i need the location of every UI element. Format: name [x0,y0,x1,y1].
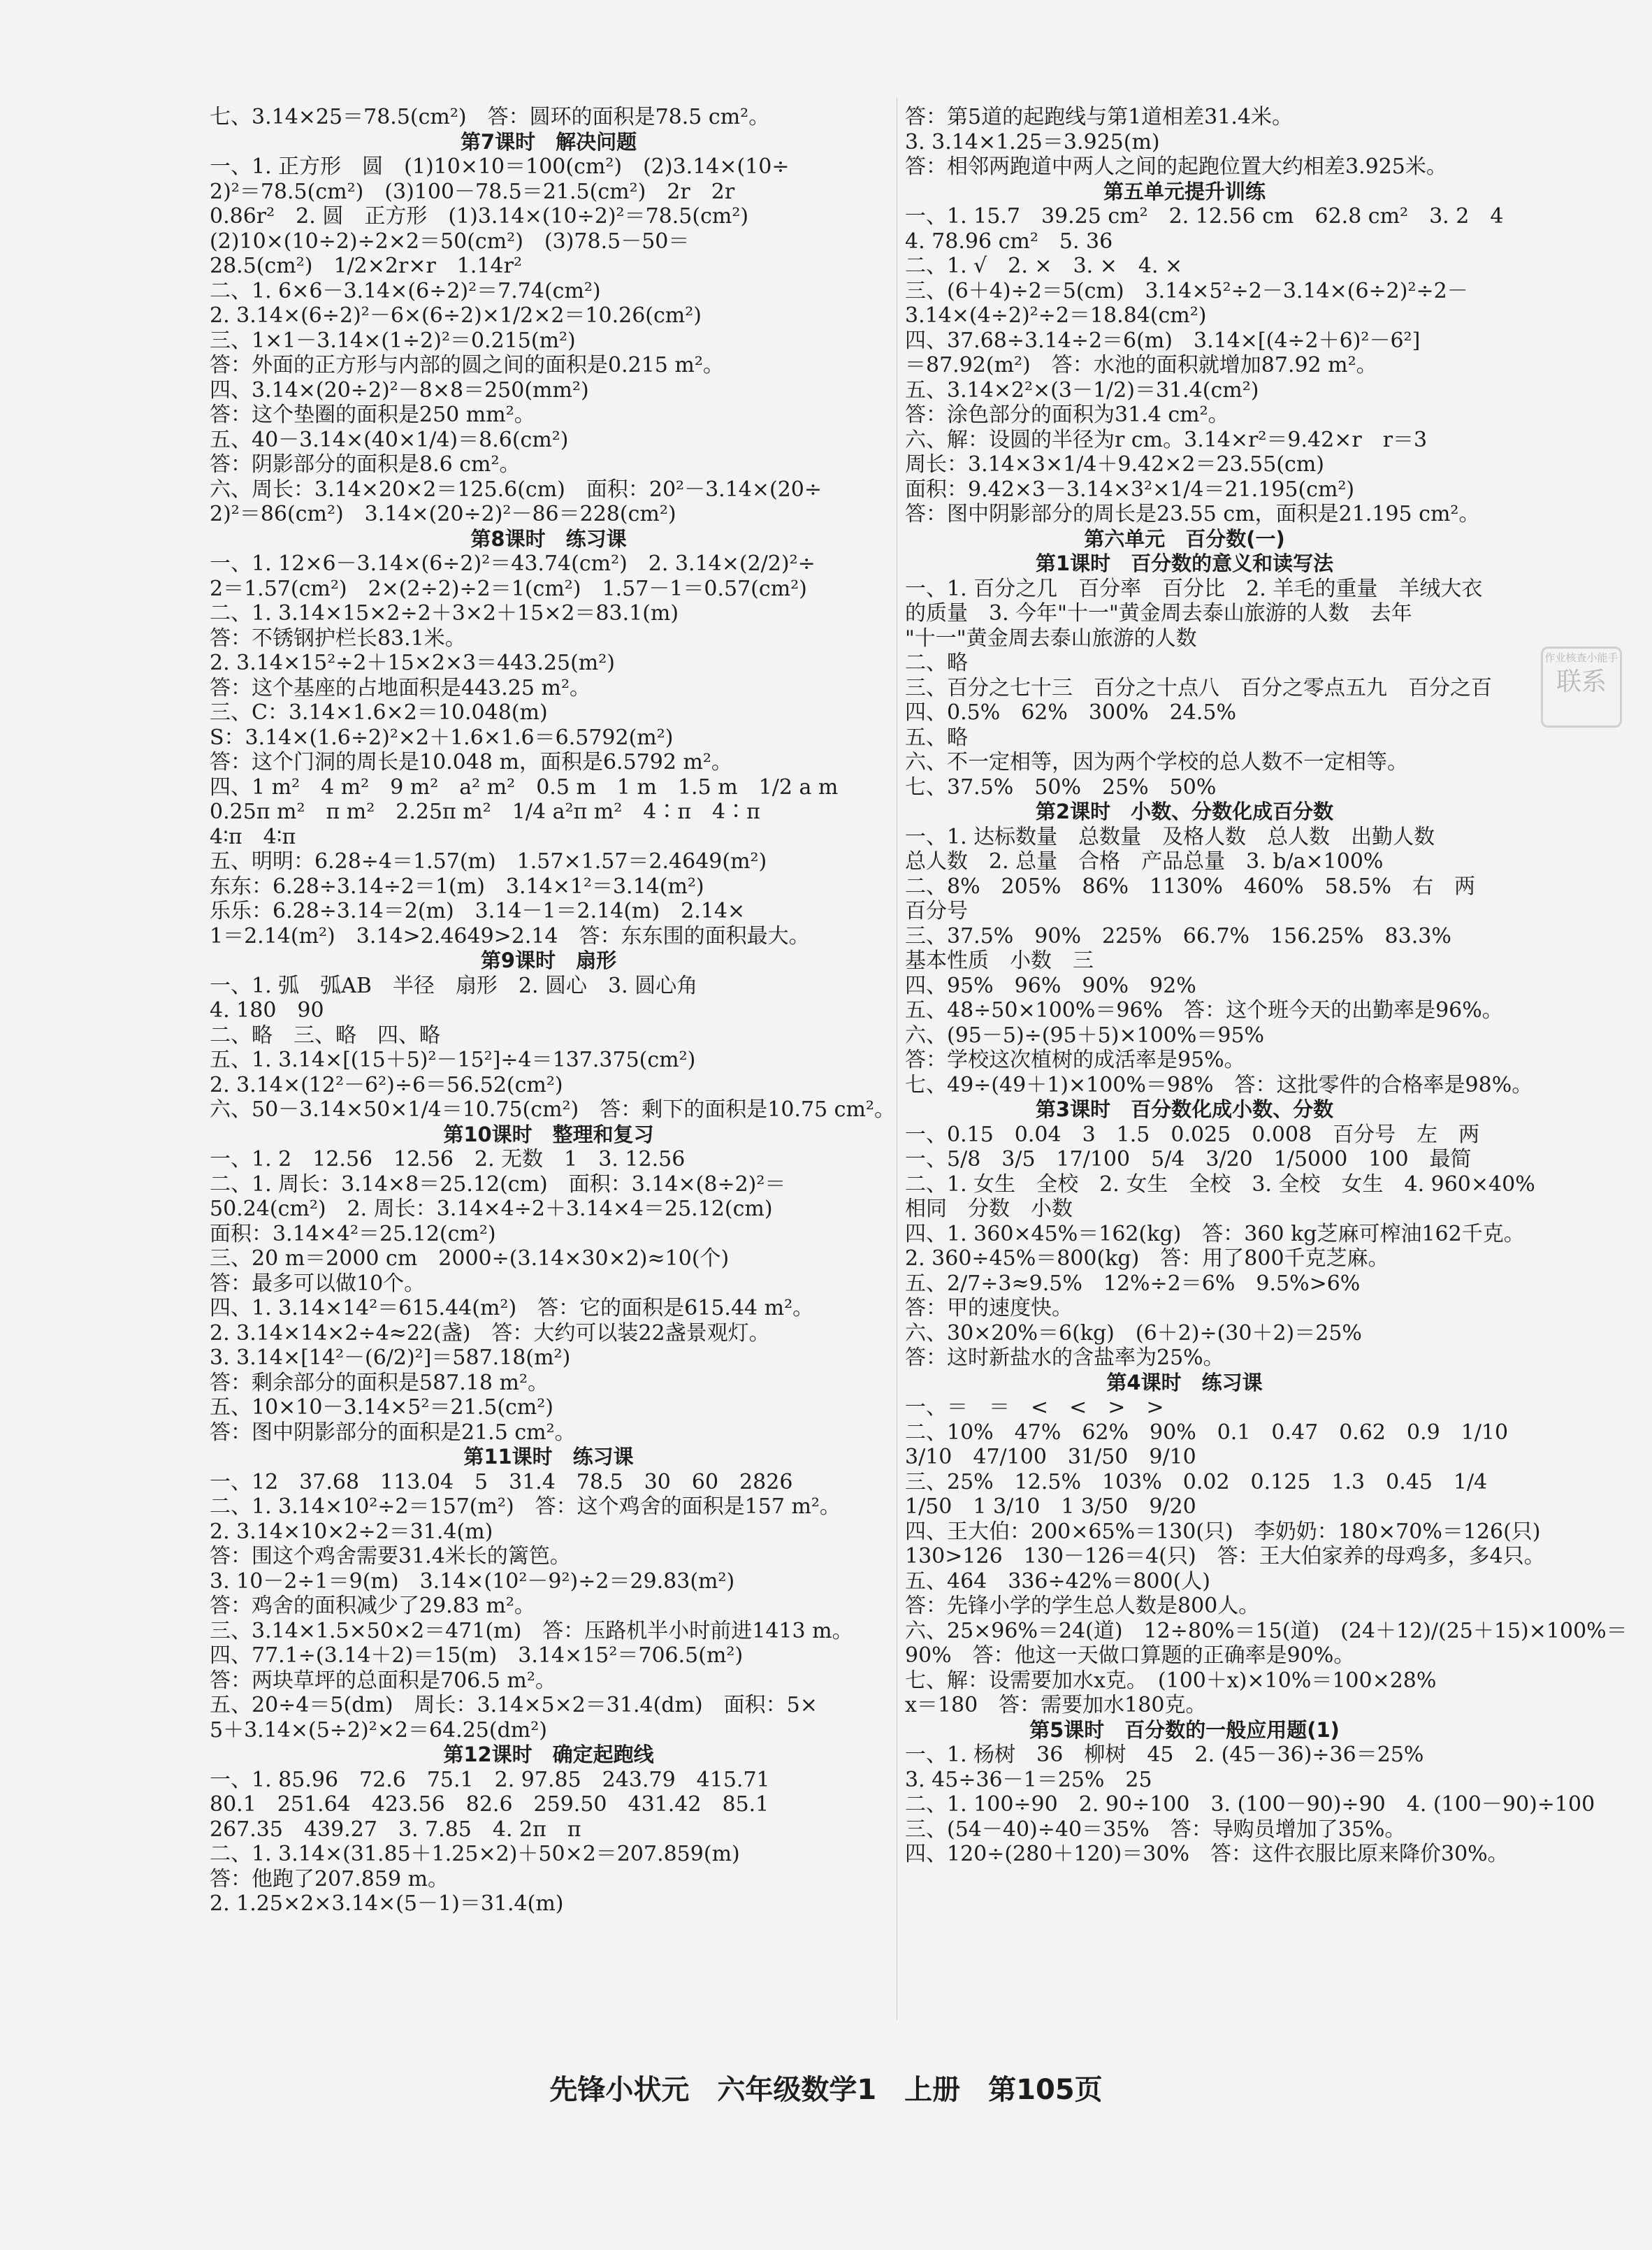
answer-line: 三、1×1－3.14×(1÷2)²＝0.215(m²) [210,328,576,353]
answer-line: 一、＝ ＝ < < > > [905,1395,1164,1420]
answer-line: 二、1. √ 2. × 3. × 4. × [905,254,1183,278]
answer-line: 5＋3.14×(5÷2)²×2＝64.25(dm²) [210,1717,547,1743]
answer-line: 二、略 [905,651,968,675]
answer-line: 四、1. 360×45%＝162(kg) 答：360 kg芝麻可榨油162千克。 [905,1221,1525,1246]
answer-line: 五、1. 3.14×[(15＋5)²－15²]÷4＝137.375(cm²) [210,1048,696,1072]
answer-line: 二、1. 100÷90 2. 90÷100 3. (100－90)÷90 4. (100－90)÷100 [905,1792,1595,1817]
answer-line: 二、1. 周长：3.14×8＝25.12(cm) 面积：3.14×(8÷2)²＝ [210,1171,786,1197]
answer-line: 一、1. 2 12.56 12.56 2. 无数 1 3. 12.56 [210,1147,686,1171]
answer-line: 五、2/7÷3≈9.5% 12%÷2＝6% 9.5%>6% [905,1271,1361,1296]
answer-line: 四、120÷(280＋120)＝30% 答：这件衣服比原来降价30%。 [905,1842,1509,1866]
answer-line: 2. 3.14×14×2÷4≈22(盏) 答：大约可以装22盏景观灯。 [210,1320,770,1346]
answer-line: 28.5(cm²) 1/2×2r×r 1.14r² [210,254,522,278]
answer-line: 三、(6＋4)÷2＝5(cm) 3.14×5²÷2－3.14×(6÷2)²÷2－ [905,278,1468,303]
answer-line: 答：这个基座的占地面积是443.25 m²。 [210,675,590,700]
answer-line: 周长：3.14×3×1/4＋9.42×2＝23.55(cm) [905,452,1324,477]
answer-line: 五、40－3.14×(40×1/4)＝8.6(cm²) [210,427,569,452]
answer-line: 1＝2.14(m²) 3.14>2.4649>2.14 答：东东围的面积最大。 [210,923,810,949]
answer-line: 七、37.5% 50% 25% 50% [905,774,1217,800]
answer-line: 267.35 439.27 3. 7.85 4. 2π π [210,1817,581,1842]
answer-line: 80.1 251.64 423.56 82.6 259.50 431.42 85.1 [210,1792,769,1817]
answer-line: 六、(95－5)÷(95＋5)×100%＝95% [905,1023,1265,1048]
answer-line: 2＝1.57(cm²) 2×(2÷2)÷2＝1(cm²) 1.57－1＝0.57(cm²) [210,576,807,601]
answer-line: 答：这时新盐水的含盐率为25%。 [905,1346,1224,1370]
answer-line: (2)10×(10÷2)÷2×2＝50(cm²) (3)78.5－50＝ [210,229,690,254]
answer-line: 3. 45÷36－1＝25% 25 [905,1767,1152,1792]
answer-line: 2. 3.14×10×2÷2＝31.4(m) [210,1519,493,1544]
answer-line: 三、25% 12.5% 103% 0.02 0.125 1.3 0.45 1/4 [905,1469,1488,1494]
answer-line: 答：涂色部分的面积为31.4 cm²。 [905,403,1229,427]
answer-line: 一、1. 弧 弧AB 半径 扇形 2. 圆心 3. 圆心角 [210,973,698,998]
answer-line: 五、10×10－3.14×5²＝21.5(cm²) [210,1395,554,1420]
answer-line: 4. 78.96 cm² 5. 36 [905,229,1113,254]
answer-line: 一、1. 85.96 72.6 75.1 2. 97.85 243.79 415.71 [210,1767,770,1792]
answer-line: 答：图中阴影部分的周长是23.55 cm，面积是21.195 cm²。 [905,502,1480,526]
answer-line: 0.86r² 2. 圆 正方形 (1)3.14×(10÷2)²＝78.5(cm²) [210,204,749,229]
answer-line: 3/10 47/100 31/50 9/10 [905,1445,1196,1469]
answer-line: 六、不一定相等，因为两个学校的总人数不一定相等。 [905,750,1408,774]
answer-line: 七、49÷(49＋1)×100%＝98% 答：这批零件的合格率是98%。 [905,1072,1533,1097]
answer-line: 答：相邻两跑道中两人之间的起跑位置大约相差3.925米。 [905,154,1447,179]
answer-line: 答：两块草坪的总面积是706.5 m²。 [210,1668,556,1693]
answer-line: 90% 答：他这一天做口算题的正确率是90%。 [905,1643,1355,1668]
answer-line: 4∶π 4∶π [210,824,296,849]
answer-line: 答：甲的速度快。 [905,1296,1073,1320]
answer-line: 乐乐：6.28÷3.14＝2(m) 3.14－1＝2.14(m) 2.14× [210,899,746,923]
answer-line: 二、1. 3.14×15×2÷2＋3×2＋15×2＝83.1(m) [210,601,679,626]
answer-line: 一、1. 百分之几 百分率 百分比 2. 羊毛的重量 羊绒大衣 [905,576,1483,601]
answer-line: x＝180 答：需要加水180克。 [905,1693,1207,1717]
section-heading: 第5课时 百分数的一般应用题(1) [1029,1717,1340,1742]
answer-line: 相同 分数 小数 [905,1197,1073,1221]
stamp-label: 作业核查小能手 [1544,651,1618,664]
answer-line: 2)²＝86(cm²) 3.14×(20÷2)²－86＝228(cm²) [210,502,676,526]
answer-line: 答：先锋小学的学生总人数是800人。 [905,1594,1260,1618]
section-heading: 第1课时 百分数的意义和读写法 [1035,551,1334,575]
answer-line: 答：围这个鸡舍需要31.4米长的篱笆。 [210,1544,571,1568]
answer-line: 1/50 1 3/10 1 3/50 9/20 [905,1494,1196,1519]
answer-line: 一、1. 15.7 39.25 cm² 2. 12.56 cm 62.8 cm² 3. 2 4 [905,204,1504,229]
answer-line: 面积：3.14×4²＝25.12(cm²) [210,1221,496,1246]
answer-line: 三、(54－40)÷40＝35% 答：导购员增加了35%。 [905,1817,1406,1842]
answer-line: 二、10% 47% 62% 90% 0.1 0.47 0.62 0.9 1/10 [905,1420,1509,1445]
answer-line: 四、37.68÷3.14÷2＝6(m) 3.14×[(4÷2＋6)²－6²] [905,328,1421,353]
answer-line: 五、48÷50×100%＝96% 答：这个班今天的出勤率是96%。 [905,998,1503,1023]
answer-line: 四、3.14×(20÷2)²－8×8＝250(mm²) [210,377,589,403]
answer-line: 2)²＝78.5(cm²) (3)100－78.5＝21.5(cm²) 2r 2r [210,179,735,204]
answer-line: 六、30×20%＝6(kg) (6＋2)÷(30＋2)＝25% [905,1320,1362,1346]
answer-line: 答：第5道的起跑线与第1道相差31.4米。 [905,105,1293,129]
answer-line: 总人数 2. 总量 合格 产品总量 3. b/a×100% [905,849,1384,874]
answer-line: 四、1 m² 4 m² 9 m² a² m² 0.5 m 1 m 1.5 m 1/2 a m [210,774,839,800]
answer-line: 一、1. 达标数量 总数量 及格人数 总人数 出勤人数 [905,824,1435,849]
answer-line: 二、1. 6×6－3.14×(6÷2)²＝7.74(cm²) [210,278,601,303]
answer-line: S：3.14×(1.6÷2)²×2＋1.6×1.6＝6.5792(m²) [210,725,674,750]
answer-line: 二、1. 3.14×(31.85＋1.25×2)＋50×2＝207.859(m) [210,1842,740,1866]
answer-line: 七、解：设需要加水x克。 (100＋x)×10%＝100×28% [905,1668,1437,1693]
answer-line: 2. 3.14×15²÷2＋15×2×3＝443.25(m²) [210,651,615,675]
answer-line: 0.25π m² π m² 2.25π m² 1/4 a²π m² 4∶π 4∶π [210,800,760,824]
answer-line: 六、50－3.14×50×1/4＝10.75(cm²) 答：剩下的面积是10.75 cm²。 [210,1097,895,1122]
answer-line: 2. 3.14×(6÷2)²－6×(6÷2)×1/2×2＝10.26(cm²) [210,303,702,328]
answer-line: "十一"黄金周去泰山旅游的人数 [905,626,1197,651]
answer-line: 的质量 3. 今年"十一"黄金周去泰山旅游的人数 去年 [905,601,1412,626]
answer-line: 五、略 [905,725,968,750]
answer-line: 答：剩余部分的面积是587.18 m²。 [210,1370,549,1395]
answer-line: 一、1. 12×6－3.14×(6÷2)²＝43.74(cm²) 2. 3.14×(2/2)²÷ [210,551,816,576]
answer-line: 二、8% 205% 86% 1130% 460% 58.5% 右 两 [905,874,1475,899]
section-heading: 第10课时 整理和复习 [443,1122,654,1146]
answer-line: 2. 1.25×2×3.14×(5－1)＝31.4(m) [210,1891,564,1916]
answer-line: 三、C：3.14×1.6×2＝10.048(m) [210,700,548,725]
watermark-stamp [1541,647,1622,728]
answer-line: 答：这个垫圈的面积是250 mm²。 [210,403,535,427]
section-heading: 第11课时 练习课 [463,1445,634,1469]
answer-line: 答：外面的正方形与内部的圆之间的面积是0.215 m²。 [210,353,724,377]
answer-line: 答：鸡舍的面积减少了29.83 m²。 [210,1594,535,1618]
answer-line: 基本性质 小数 三 [905,949,1094,973]
answer-line: 四、1. 3.14×14²＝615.44(m²) 答：它的面积是615.44 m²。 [210,1296,814,1320]
answer-line: 130>126 130－126＝4(只) 答：王大伯家养的母鸡多，多4只。 [905,1544,1545,1568]
answer-line: 二、1. 3.14×10²÷2＝157(m²) 答：这个鸡舍的面积是157 m²。 [210,1494,841,1519]
answer-line: 七、3.14×25＝78.5(cm²) 答：圆环的面积是78.5 cm²。 [210,105,770,129]
answer-line: 答：图中阴影部分的面积是21.5 cm²。 [210,1420,576,1445]
answer-line: 三、20 m＝2000 cm 2000÷(3.14×30×2)≈10(个) [210,1246,730,1271]
answer-line: 东东：6.28÷3.14÷2＝1(m) 3.14×1²＝3.14(m²) [210,874,704,899]
section-heading: 第9课时 扇形 [480,949,617,972]
section-heading: 第六单元 百分数(一) [1084,526,1285,551]
section-heading: 第8课时 练习课 [470,526,627,551]
answer-line: 答：阴影部分的面积是8.6 cm²。 [210,452,521,477]
answer-line: 四、95% 96% 90% 92% [905,973,1196,998]
answer-line: 六、25×96%＝24(道) 12÷80%＝15(道) (24＋12)/(25＋15)×100%＝ [905,1618,1628,1643]
left-column [210,105,895,1917]
answer-line: 二、1. 女生 全校 2. 女生 全校 3. 全校 女生 4. 960×40% [905,1171,1535,1197]
stamp-mark: 联系 [1556,668,1607,696]
answer-line: 3.14×(4÷2)²÷2＝18.84(cm²) [905,303,1207,328]
answer-line: 答：学校这次植树的成活率是95%。 [905,1048,1245,1072]
answer-line: 3. 10－2÷1＝9(m) 3.14×(10²－9²)÷2＝29.83(m²) [210,1568,735,1594]
answer-line: 答：他跑了207.859 m。 [210,1866,449,1891]
answer-line: 三、37.5% 90% 225% 66.7% 156.25% 83.3% [905,923,1451,949]
answer-line: 六、解：设圆的半径为r cm。3.14×r²＝9.42×r r＝3 [905,427,1428,452]
section-heading: 第4课时 练习课 [1106,1370,1263,1394]
answer-line: 3. 3.14×1.25＝3.925(m) [905,129,1160,154]
answer-line: 4. 180 90 [210,998,324,1023]
answer-line: 答：不锈钢护栏长83.1米。 [210,626,466,651]
answer-line: 一、1. 正方形 圆 (1)10×10＝100(cm²) (2)3.14×(10÷ [210,154,790,179]
section-heading: 第五单元提升训练 [1103,179,1266,203]
answer-line: 一、0.15 0.04 3 1.5 0.025 0.008 百分号 左 两 [905,1122,1480,1147]
answer-line: 二、略 三、略 四、略 [210,1023,440,1048]
answer-line: ＝87.92(m²) 答：水池的面积就增加87.92 m²。 [905,353,1377,377]
answer-line: 四、0.5% 62% 300% 24.5% [905,700,1236,725]
answer-line: 三、百分之七十三 百分之十点八 百分之零点五九 百分之百 [905,675,1492,700]
section-heading: 第12课时 确定起跑线 [443,1743,654,1766]
page-footer: 先锋小状元 六年级数学1 上册 第105页 [549,2074,1103,2106]
answer-line: 2. 360÷45%＝800(kg) 答：用了800千克芝麻。 [905,1246,1389,1271]
answer-line: 五、20÷4＝5(dm) 周长：3.14×5×2＝31.4(dm) 面积：5× [210,1693,818,1717]
answer-line: 四、王大伯：200×65%＝130(只) 李奶奶：180×70%＝126(只) [905,1519,1541,1544]
answer-line: 五、464 336÷42%＝800(人) [905,1568,1211,1594]
answer-line: 答：最多可以做10个。 [210,1271,426,1296]
answer-line: 四、77.1÷(3.14＋2)＝15(m) 3.14×15²＝706.5(m²) [210,1643,744,1668]
answer-line: 五、3.14×2²×(3－1/2)＝31.4(cm²) [905,377,1259,403]
section-heading: 第7课时 解决问题 [460,129,637,154]
answer-line: 六、周长：3.14×20×2＝125.6(cm) 面积：20²－3.14×(20÷ [210,477,823,502]
answer-line: 一、1. 杨树 36 柳树 45 2. (45－36)÷36＝25% [905,1743,1424,1767]
section-heading: 第2课时 小数、分数化成百分数 [1035,800,1334,823]
answer-line: 三、3.14×1.5×50×2＝471(m) 答：压路机半小时前进1413 m。 [210,1618,853,1643]
answer-line: 50.24(cm²) 2. 周长：3.14×4÷2＋3.14×4＝25.12(cm) [210,1197,773,1221]
answer-line: 一、5/8 3/5 17/100 5/4 3/20 1/5000 100 最简 [905,1147,1472,1171]
section-heading: 第3课时 百分数化成小数、分数 [1035,1097,1334,1121]
answer-line: 答：这个门洞的周长是10.048 m，面积是6.5792 m²。 [210,750,732,774]
answer-line: 面积：9.42×3－3.14×3²×1/4＝21.195(cm²) [905,477,1355,502]
answer-line: 百分号 [905,899,968,923]
answer-line: 3. 3.14×[14²－(6/2)²]＝587.18(m²) [210,1346,571,1370]
answer-line: 2. 3.14×(12²－6²)÷6＝56.52(cm²) [210,1072,563,1097]
answer-line: 五、明明：6.28÷4＝1.57(m) 1.57×1.57＝2.4649(m²) [210,849,767,874]
answer-line: 一、12 37.68 113.04 5 31.4 78.5 30 60 2826 [210,1469,793,1494]
